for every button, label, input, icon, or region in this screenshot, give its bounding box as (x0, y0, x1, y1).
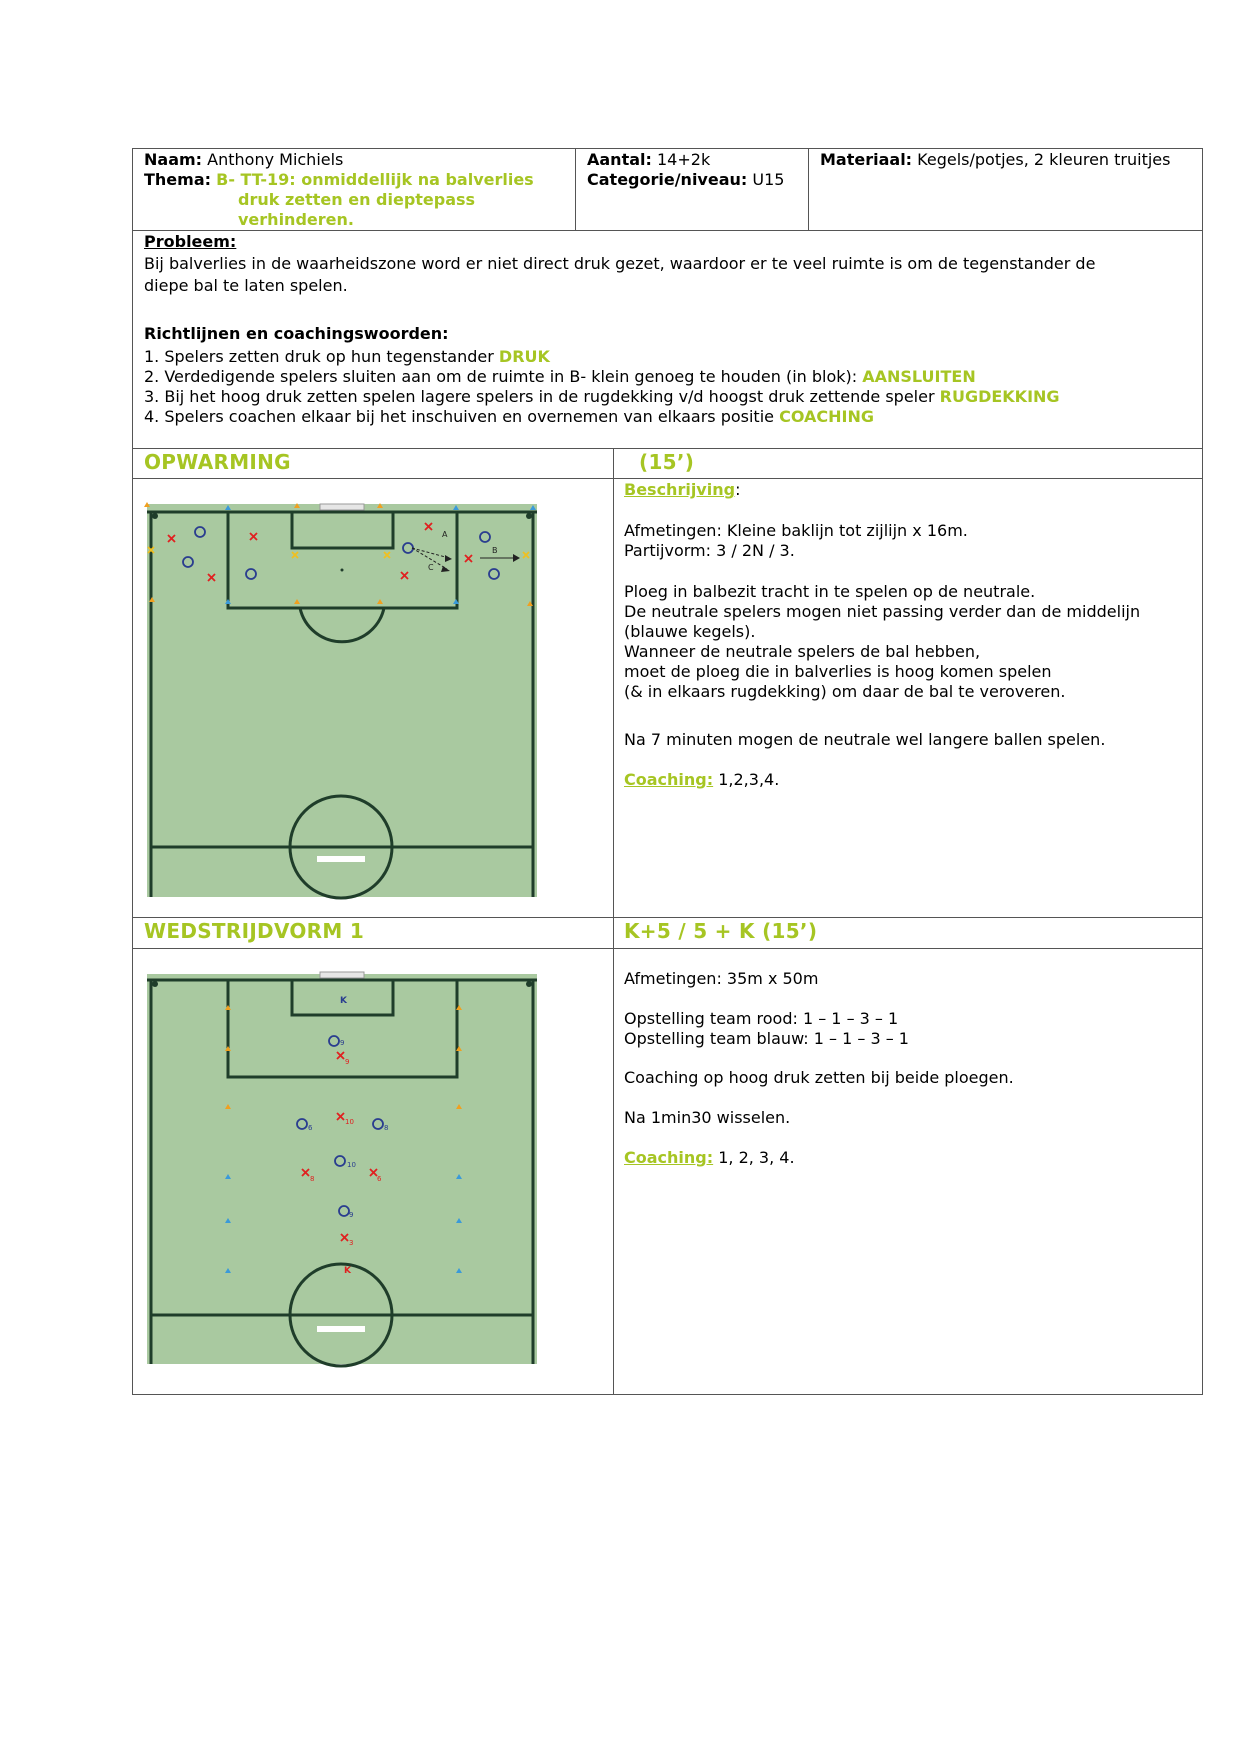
beschrijving-colon: : (735, 480, 741, 499)
player-number: 6 (377, 1175, 382, 1183)
opwarming-line: Partijvorm: 3 / 2N / 3. (624, 541, 795, 560)
thema-label: Thema: (144, 170, 212, 189)
richtlijn-item-1 (144, 347, 550, 367)
wedstrijdvorm-title: WEDSTRIJDVORM 1 (144, 919, 365, 943)
coaching-label: Coaching: (624, 770, 714, 789)
richtlijn-text: 3. Bij het hoog druk zetten spelen lagere spelers in de rugdekking v/d hoogst druk zettende speler (144, 387, 940, 406)
divider (132, 230, 1203, 231)
materiaal-label: Materiaal: (820, 150, 913, 169)
opwarming-line: (blauwe kegels). (624, 622, 756, 641)
categorie-value: U15 (747, 170, 785, 189)
richtlijn-text: 1. Spelers zetten druk op hun tegenstander (144, 347, 499, 366)
opwarming-line: (& in elkaars rugdekking) om daar de bal te veroveren. (624, 682, 1066, 701)
wedstrijdvorm-coaching (624, 1148, 795, 1168)
divider (132, 948, 1203, 949)
richtlijn-text: 2. Verdedigende spelers sluiten aan om de ruimte in B- klein genoeg te houden (in blok): (144, 367, 863, 386)
wedstrijdvorm-line: Afmetingen: 35m x 50m (624, 969, 819, 988)
wedstrijdvorm-line: Opstelling team blauw: 1 – 1 – 3 – 1 (624, 1029, 909, 1048)
opwarming-coaching (624, 770, 779, 790)
coaching-label: Coaching: (624, 1148, 714, 1167)
player-number: 10 (347, 1161, 356, 1169)
coaching-value: 1,2,3,4. (713, 770, 780, 789)
diagram-label-b: B (492, 546, 498, 555)
aantal-label: Aantal: (587, 150, 652, 169)
thema-line (144, 170, 534, 190)
beschrijving-heading (624, 480, 740, 500)
opwarming-line: Na 7 minuten mogen de neutrale wel langere ballen spelen. (624, 730, 1106, 749)
aantal-line (587, 150, 710, 170)
opwarming-line: Wanneer de neutrale spelers de bal hebben, (624, 642, 981, 661)
divider (132, 478, 1203, 479)
naam-value: Anthony Michiels (202, 150, 344, 169)
wedstrijdvorm-line: Na 1min30 wisselen. (624, 1108, 791, 1127)
opwarming-line: moet de ploeg die in balverlies is hoog komen spelen (624, 662, 1052, 681)
divider (132, 917, 1203, 918)
opwarming-line: Afmetingen: Kleine baklijn tot zijlijn x 16m. (624, 521, 968, 540)
divider (132, 448, 1203, 449)
probleem-line-2: diepe bal te laten spelen. (144, 276, 348, 295)
richtlijn-item-4 (144, 407, 874, 427)
player-number: 8 (384, 1124, 389, 1132)
materiaal-value: Kegels/potjes, 2 kleuren truitjes (912, 150, 1171, 169)
opwarming-line: De neutrale spelers mogen niet passing verder dan de middelijn (624, 602, 1141, 621)
wedstrijdvorm-line: Coaching op hoog druk zetten bij beide ploegen. (624, 1068, 1014, 1087)
player-number: 9 (345, 1058, 350, 1066)
richtlijn-keyword: DRUK (498, 347, 550, 366)
richtlijn-keyword: RUGDEKKING (939, 387, 1060, 406)
player-number: 3 (349, 1239, 354, 1247)
wedstrijdvorm-diagram (142, 952, 587, 1372)
richtlijn-item-2 (144, 367, 976, 387)
aantal-value: 14+2k (651, 150, 711, 169)
opwarming-title: OPWARMING (144, 450, 291, 474)
divider (808, 148, 809, 231)
richtlijnen-title: Richtlijnen en coachingswoorden: (144, 324, 449, 343)
player-number: 10 (345, 1118, 354, 1126)
opwarming-line: Ploeg in balbezit tracht in te spelen op de neutrale. (624, 582, 1036, 601)
diagram-label-c: C (428, 563, 434, 572)
player-number: 9 (349, 1211, 354, 1219)
naam-label: Naam: (144, 150, 203, 169)
player-number: 8 (310, 1175, 315, 1183)
divider (613, 448, 614, 1395)
categorie-label: Categorie/niveau: (587, 170, 748, 189)
probleem-line-1: Bij balverlies in de waarheidszone word er niet direct druk gezet, waardoor er te veel ruimte is om de tegenstander de (144, 254, 1096, 273)
richtlijn-item-3 (144, 387, 1060, 407)
wedstrijdvorm-subtitle: K+5 / 5 + K (15’) (624, 919, 818, 943)
materiaal-line (820, 150, 1170, 170)
player-number: 6 (308, 1124, 313, 1132)
player-number: 9 (340, 1039, 345, 1047)
keeper-blue: K (340, 996, 347, 1006)
thema-value-2: druk zetten en dieptepass (238, 190, 476, 209)
keeper-red: K (344, 1266, 351, 1276)
divider (575, 148, 576, 231)
probleem-title: Probleem: (144, 232, 237, 251)
opwarming-duration: (15’) (639, 450, 695, 474)
session-sheet (132, 148, 1203, 1395)
thema-value-3: verhinderen. (238, 210, 354, 229)
coaching-value: 1, 2, 3, 4. (713, 1148, 795, 1167)
richtlijn-text: 4. Spelers coachen elkaar bij het inschuiven en overnemen van elkaars positie (144, 407, 780, 426)
opwarming-diagram (142, 482, 587, 912)
beschrijving-label: Beschrijving (624, 480, 736, 499)
thema-value-1: B- TT-19: onmiddellijk na balverlies (216, 170, 534, 189)
richtlijn-keyword: AANSLUITEN (862, 367, 976, 386)
wedstrijdvorm-line: Opstelling team rood: 1 – 1 – 3 – 1 (624, 1009, 899, 1028)
richtlijn-keyword: COACHING (779, 407, 874, 426)
diagram-label-a: A (442, 530, 448, 539)
categorie-line (587, 170, 784, 190)
naam-line (144, 150, 343, 170)
